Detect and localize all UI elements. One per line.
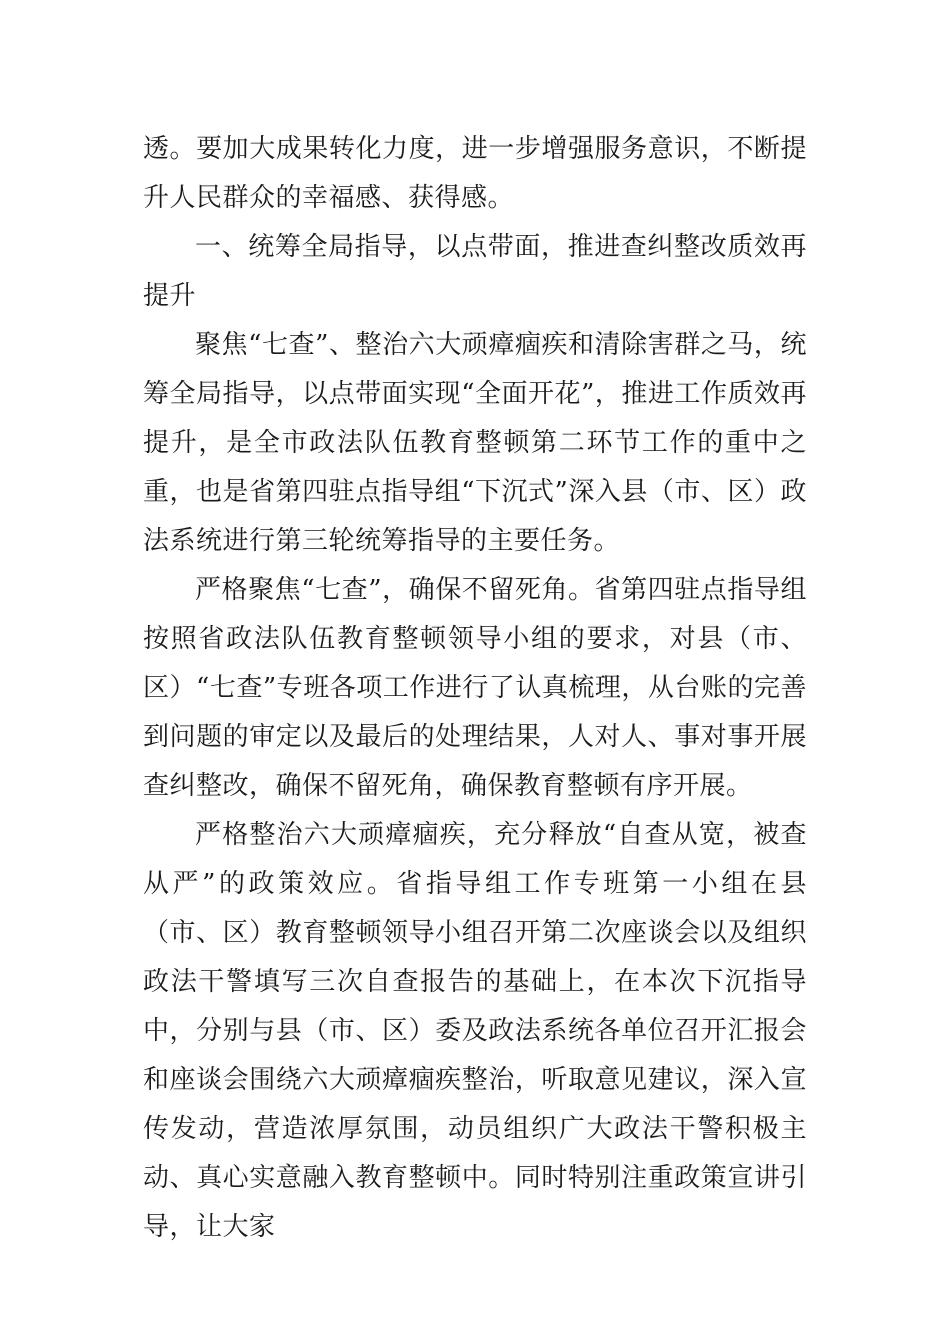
section-heading: 一、统筹全局指导，以点带面，推进查纠整改质效再提升 xyxy=(143,232,807,311)
paragraph: 严格聚焦“七查”，确保不留死角。省第四驻点指导组按照省政法队伍教育整顿领导小组的要求，对县（市、区）“七查”专班各项工作进行了认真梳理，从台账的完善到问题的审定以及最后的处理结果，人对人、事对事开展查纠整改，确保不留死角，确保教育整顿有序开展。 xyxy=(143,575,807,801)
paragraph-continuation: 透。要加大成果转化力度，进一步增强服务意识，不断提升人民群众的幸福感、获得感。 xyxy=(143,134,807,213)
document-body xyxy=(143,125,807,1252)
paragraph: 严格整治六大顽瘴痼疾，充分释放“自查从宽，被查从严”的政策效应。省指导组工作专班第一小组在县（市、区）教育整顿领导小组召开第二次座谈会以及组织政法干警填写三次自查报告的基础上，在本次下沉指导中，分别与县（市、区）委及政法系统各单位召开汇报会和座谈会围绕六大顽瘴痼疾整治，听取意见建议，深入宣传发动，营造浓厚氛围，动员组织广大政法干警积极主动、真心实意融入教育整顿中。同时特别注重政策宣讲引导，让大家 xyxy=(143,820,807,1242)
paragraph: 聚焦“七查”、整治六大顽瘴痼疾和清除害群之马，统筹全局指导，以点带面实现“全面开花”，推进工作质效再提升，是全市政法队伍教育整顿第二环节工作的重中之重，也是省第四驻点指导组“下沉式”深入县（市、区）政法系统进行第三轮统筹指导的主要任务。 xyxy=(143,330,807,556)
